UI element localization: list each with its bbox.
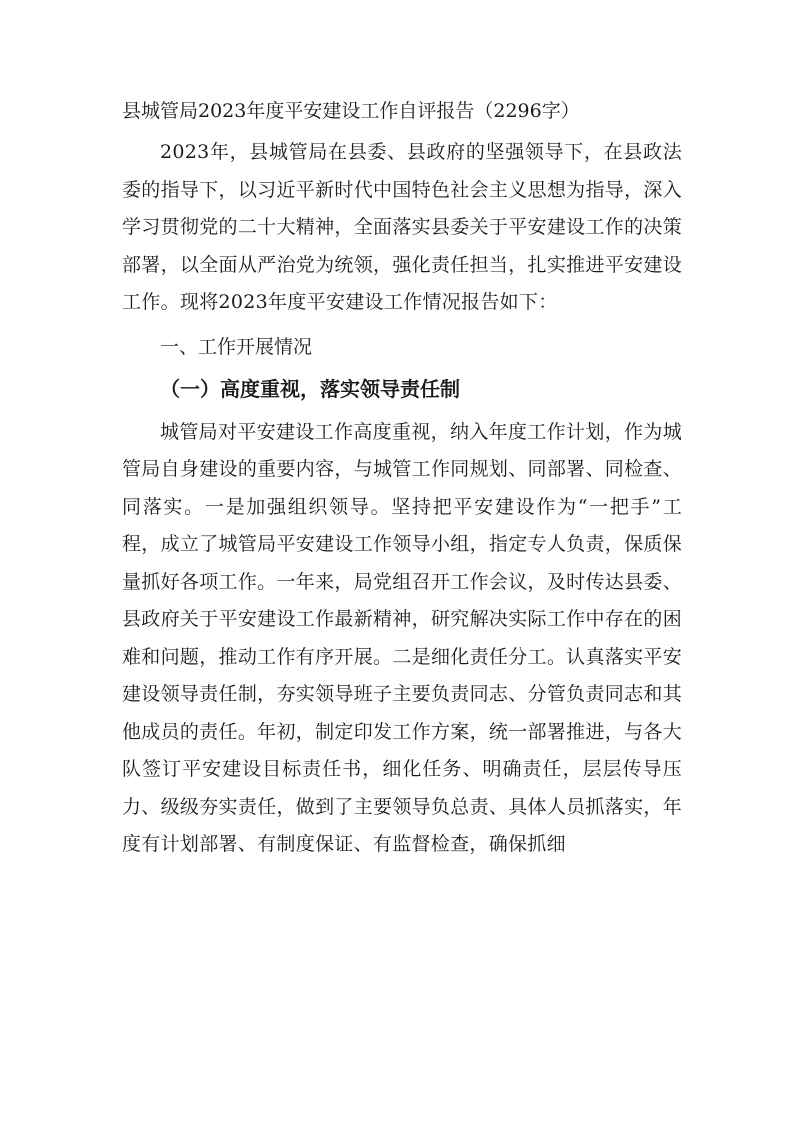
section-heading: 一、工作开展情况 (160, 335, 313, 358)
document-title: 县城管局2023年度平安建设工作自评报告（2296字） (122, 100, 580, 122)
document-body (122, 92, 682, 864)
body-paragraph: 城管局对平安建设工作高度重视，纳入年度工作计划，作为城管局自身建设的重要内容，与城管工作同规划、同部署、同检查、同落实。一是加强组织领导。坚持把平安建设作为“一把手”工程，成立了城管局平安建设工作领导小组，指定专人负责，保质保量抓好各项工作。一年来，局党组召开工作会议，及时传达县委、县政府关于平安建设工作最新精神，研究解决实际工作中存在的困难和问题，推动工作有序开展。二是细化责任分工。认真落实平安建设领导责任制，夯实领导班子主要负责同志、分管负责同志和其他成员的责任。年初，制定印发工作方案，统一部署推进，与各大队签订平安建设目标责任书，细化任务、明确责任，层层传导压力、级级夯实责任，做到了主要领导负总责、具体人员抓落实，年度有计划部署、有制度保证、有监督检查，确保抓细 (122, 420, 682, 855)
subsection-heading: （一）高度重视，落实领导责任制 (160, 376, 460, 401)
intro-paragraph: 2023年，县城管局在县委、县政府的坚强领导下，在县政法委的指导下，以习近平新时代中国特色社会主义思想为指导，深入学习贯彻党的二十大精神，全面落实县委关于平安建设工作的决策部署，以全面从严治党为统领，强化责任担当，扎实推进平安建设工作。现将2023年度平安建设工作情况报告如下： (122, 141, 682, 313)
